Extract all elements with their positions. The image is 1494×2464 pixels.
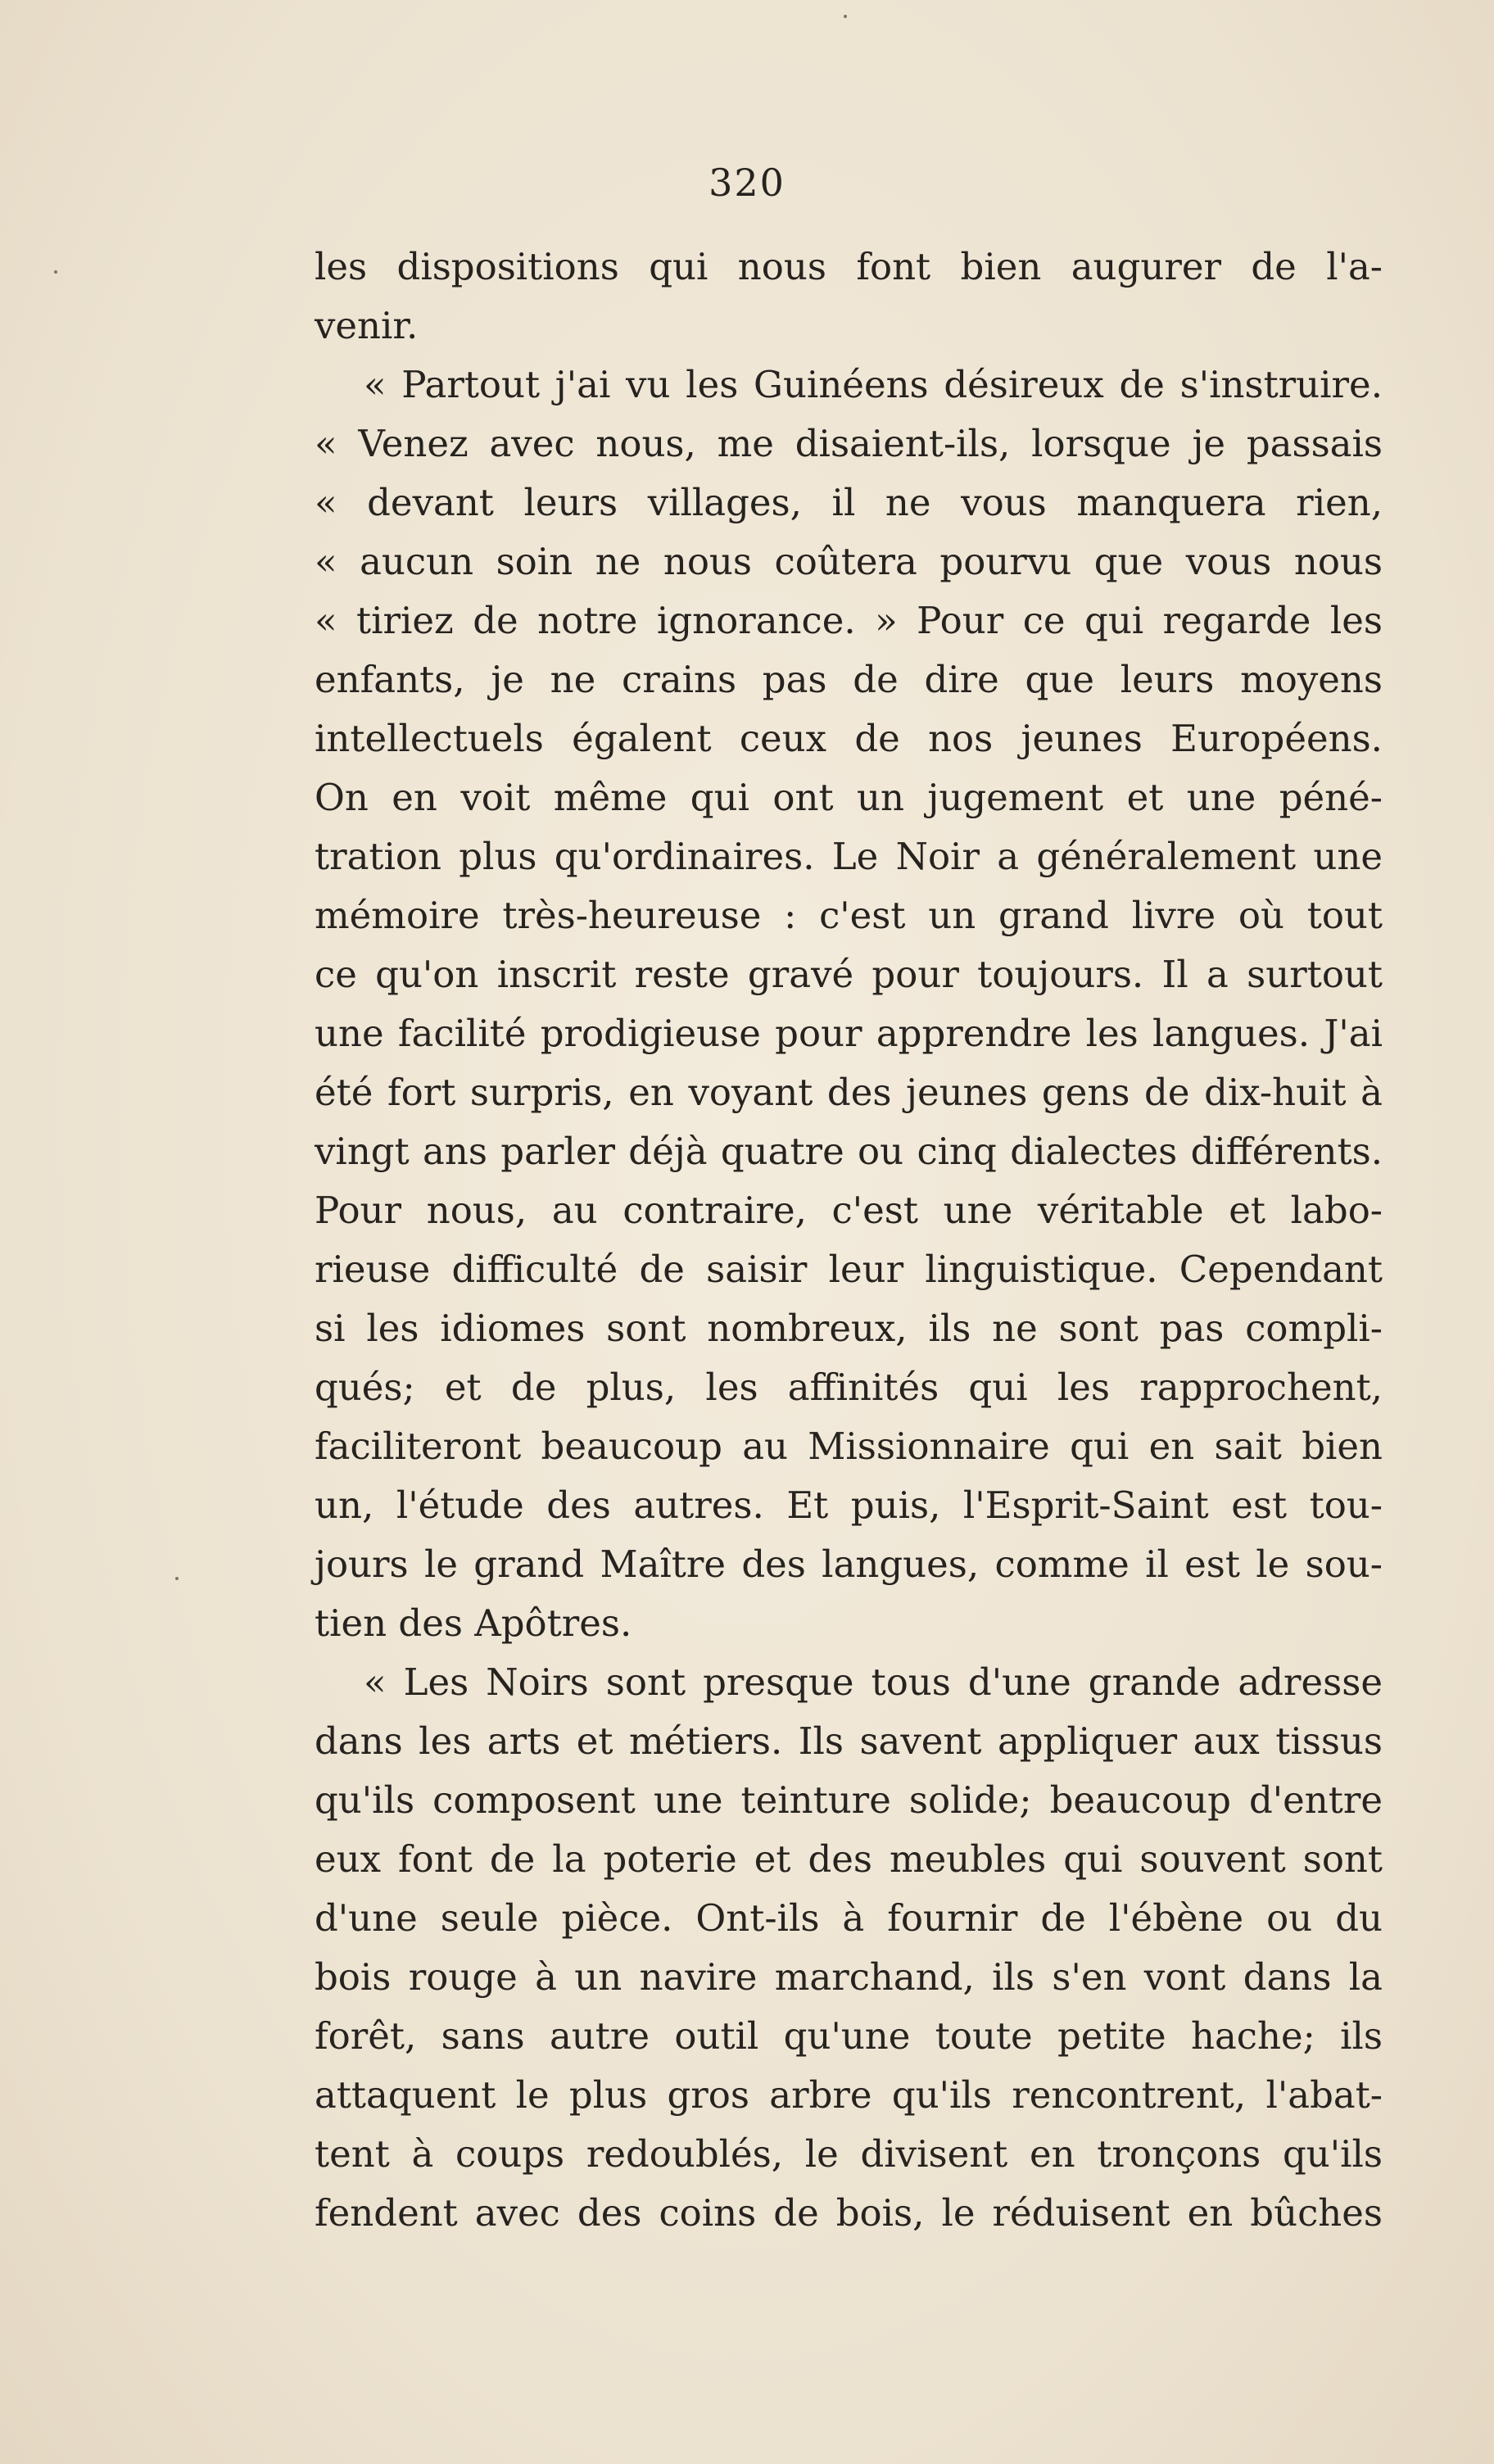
text-line: attaquent le plus gros arbre qu'ils rencontrent, l'abat- xyxy=(315,2073,1383,2117)
text-line: un, l'étude des autres. Et puis, l'Esprit-Saint est tou- xyxy=(315,1483,1383,1527)
text-line: rieuse difficulté de saisir leur linguistique. Cependant xyxy=(315,1248,1383,1291)
text-line: les dispositions qui nous font bien augurer de l'a- xyxy=(315,245,1383,288)
text-line: qu'ils composent une teinture solide; beaucoup d'entre xyxy=(315,1778,1383,1822)
paper-speck xyxy=(175,1577,179,1580)
text-line: fendent avec des coins de bois, le réduisent en bûches xyxy=(315,2191,1383,2235)
text-line: été fort surpris, en voyant des jeunes gens de dix-huit à xyxy=(315,1071,1383,1114)
text-line: une facilité prodigieuse pour apprendre les langues. J'ai xyxy=(315,1012,1383,1055)
text-line: « aucun soin ne nous coûtera pourvu que vous nous xyxy=(315,540,1383,583)
text-line: d'une seule pièce. Ont-ils à fournir de l'ébène ou du xyxy=(315,1896,1383,1940)
text-line: Pour nous, au contraire, c'est une véritable et labo- xyxy=(315,1189,1383,1232)
text-line: tration plus qu'ordinaires. Le Noir a généralement une xyxy=(315,835,1383,878)
text-line: jours le grand Maître des langues, comme il est le sou- xyxy=(315,1542,1383,1586)
text-line: « Les Noirs sont presque tous d'une grande adresse xyxy=(364,1660,1383,1704)
body-text xyxy=(315,238,1383,2243)
paper-speck xyxy=(844,15,847,18)
text-line: bois rouge à un navire marchand, ils s'en vont dans la xyxy=(315,1955,1383,1999)
text-line: tent à coups redoublés, le divisent en tronçons qu'ils xyxy=(315,2132,1383,2176)
text-line: mémoire très-heureuse : c'est un grand livre où tout xyxy=(315,894,1383,937)
text-line: intellectuels égalent ceux de nos jeunes Européens. xyxy=(315,717,1383,760)
text-line: vingt ans parler déjà quatre ou cinq dialectes différents. xyxy=(315,1130,1383,1173)
text-line: eux font de la poterie et des meubles qui souvent sont xyxy=(315,1837,1383,1881)
text-line: « Partout j'ai vu les Guinéens désireux de s'instruire. xyxy=(364,363,1383,406)
text-line: faciliteront beaucoup au Missionnaire qui en sait bien xyxy=(315,1424,1383,1468)
text-line: « devant leurs villages, il ne vous manquera rien, xyxy=(315,481,1383,524)
text-line: enfants, je ne crains pas de dire que leurs moyens xyxy=(315,658,1383,701)
text-line: si les idiomes sont nombreux, ils ne sont pas compli- xyxy=(315,1307,1383,1350)
text-line: venir. xyxy=(315,304,419,347)
page-number: 320 xyxy=(709,161,785,205)
paper-speck xyxy=(54,270,57,274)
text-line: ce qu'on inscrit reste gravé pour toujours. Il a surtout xyxy=(315,953,1383,996)
text-line: forêt, sans autre outil qu'une toute petite hache; ils xyxy=(315,2014,1383,2058)
text-line: tien des Apôtres. xyxy=(315,1601,632,1645)
text-line: qués; et de plus, les affinités qui les rapprochent, xyxy=(315,1366,1383,1409)
text-line: « Venez avec nous, me disaient-ils, lorsque je passais xyxy=(315,422,1383,465)
text-line: On en voit même qui ont un jugement et une péné- xyxy=(315,776,1383,819)
text-line: « tiriez de notre ignorance. » Pour ce qui regarde les xyxy=(315,599,1383,642)
text-line: dans les arts et métiers. Ils savent appliquer aux tissus xyxy=(315,1719,1383,1763)
